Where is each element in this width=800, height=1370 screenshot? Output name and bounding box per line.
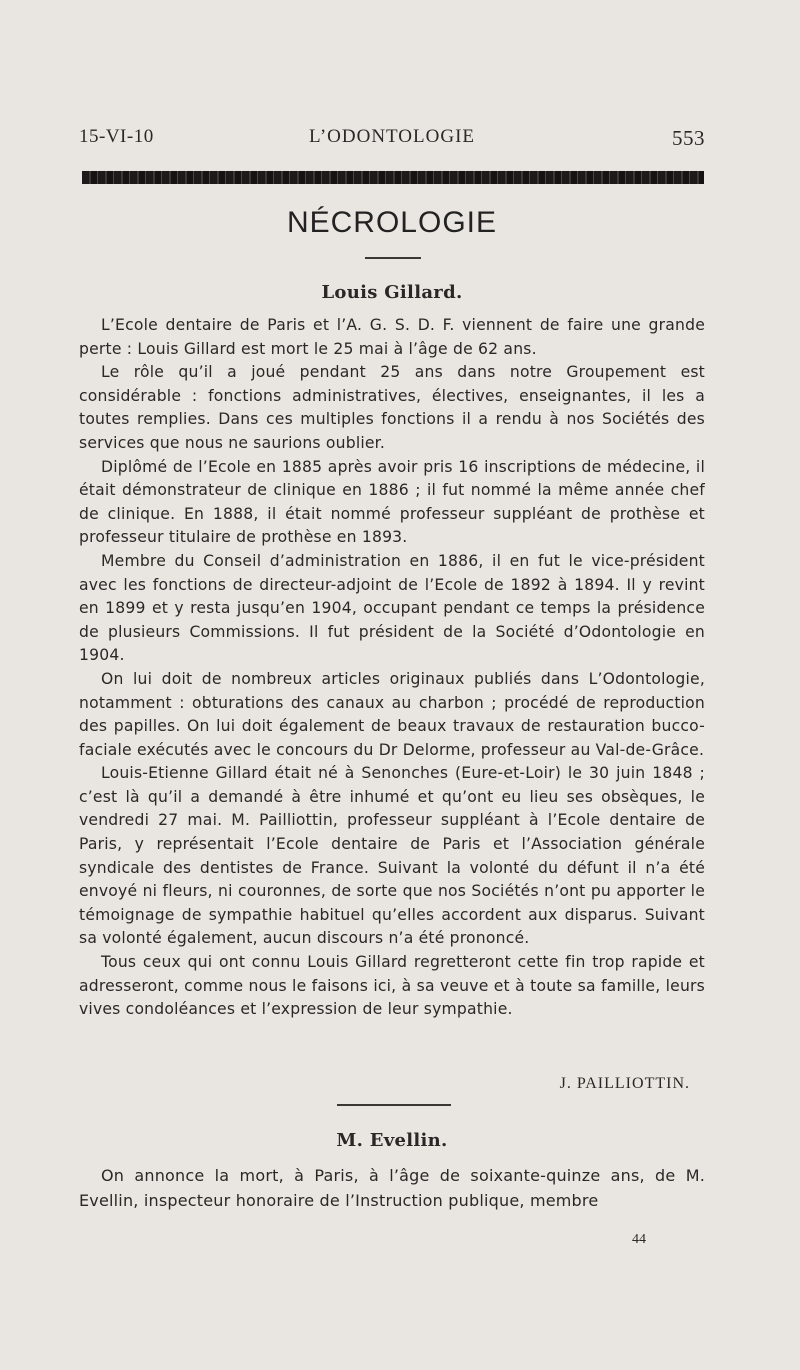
paragraph: Louis-Etienne Gillard était né à Senonches (Eure-et-Loir) le 30 juin 1848 ; c’est là qu’il a demandé à être inhumé et qu’ont eu lieu ses obsèques, le vendredi 27 mai. M. Pailliottin, professeur suppléant à l’Ecole dentaire de Paris, y représentait l’Ecole dentaire de Paris et l’Association générale syndicale des dentistes de France. Suivant la volonté du défunt il n’a été envoyé ni fleurs, ni couronnes, de sorte que nos Sociétés n’ont pu apporter le témoignage de sympathie habituel qu’elles accordent aux disparus. Suivant sa volonté également, aucun discours n’a été prononcé.	[79, 764, 705, 948]
title-rule	[365, 257, 421, 259]
paragraph: L’Ecole dentaire de Paris et l’A. G. S. D. F. viennent de faire une grande perte : Louis Gillard est mort le 25 mai à l’âge de 62 ans.	[79, 316, 705, 358]
page-number: 553	[672, 126, 705, 150]
obituary-body-evellin	[79, 1163, 705, 1213]
separator-rule	[337, 1104, 451, 1106]
signature-mark: 44	[632, 1232, 646, 1247]
paragraph: Diplômé de l’Ecole en 1885 après avoir pris 16 inscriptions de médecine, il était démonstrateur de clinique en 1886 ; il fut nommé la même année chef de clinique. En 1888, il était nommé professeur suppléant de prothèse et professeur titulaire de prothèse en 1893.	[79, 457, 705, 547]
section-title: NÉCROLOGIE	[286, 206, 498, 239]
author-signature: J. PAILLIOTTIN.	[559, 1075, 690, 1092]
journal-title: L’ODONTOLOGIE	[308, 126, 476, 147]
paragraph: On lui doit de nombreux articles originaux publiés dans L’Odontologie, notamment : obturations des canaux au charbon ; procédé de reproduction des papilles. On lui doit également de beaux travaux de restauration bucco-faciale exécutés avec le concours du Dr Delorme, professeur au Val-de-Grâce.	[79, 669, 705, 759]
paragraph: On annonce la mort, à Paris, à l’âge de soixante-quinze ans, de M. Evellin, inspecteur honoraire de l’Instruction publique, membre	[79, 1166, 705, 1210]
decorative-band	[82, 171, 704, 184]
running-header	[79, 126, 705, 156]
issue-date: 15-VI-10	[79, 126, 154, 147]
obituary-title-gillard: Louis Gillard.	[321, 282, 463, 303]
obituary-title-evellin: M. Evellin.	[336, 1130, 448, 1151]
paragraph: Le rôle qu’il a joué pendant 25 ans dans notre Groupement est considérable : fonctions administratives, électives, enseignantes, il les a toutes remplies. Dans ces multiples fonctions il a rendu à nos Sociétés des services que nous ne saurions oublier.	[79, 363, 705, 452]
obituary-body-gillard	[79, 314, 705, 1022]
paragraph: Tous ceux qui ont connu Louis Gillard regretteront cette fin trop rapide et adresseront, comme nous le faisons ici, à sa veuve et à toute sa famille, leurs vives condoléances et l’expression de leur sympathie.	[79, 953, 705, 1019]
paragraph: Membre du Conseil d’administration en 1886, il en fut le vice-président avec les fonctions de directeur-adjoint de l’Ecole de 1892 à 1894. Il y revint en 1899 et y resta jusqu’en 1904, occupant pendant ce temps la présidence de plusieurs Commissions. Il fut président de la Société d’Odontologie en 1904.	[79, 551, 705, 665]
